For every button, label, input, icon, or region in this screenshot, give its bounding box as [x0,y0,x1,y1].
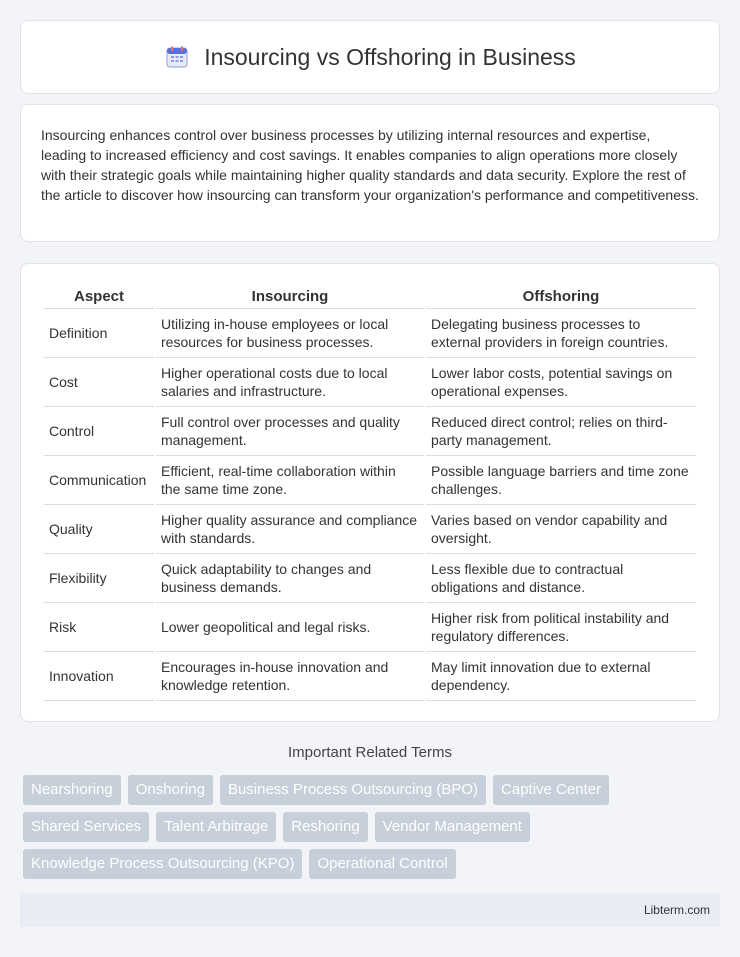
footer-site[interactable]: Libterm.com [643,903,710,917]
related-terms-row [23,775,723,805]
offshoring-cell: Less flexible due to contractual obligations and distance. [426,554,696,603]
related-terms-list [23,775,723,886]
related-term-tag[interactable]: Vendor Management [375,812,530,842]
comparison-table [42,284,698,701]
related-term-tag[interactable]: Nearshoring [23,775,121,805]
related-terms-title: Important Related Terms [288,744,452,761]
insourcing-cell: Full control over processes and quality management. [156,407,424,456]
aspect-cell: Risk [44,603,154,652]
comparison-table-card [20,263,720,722]
table-row [44,505,696,554]
aspect-cell: Quality [44,505,154,554]
intro-text: Insourcing enhances control over business processes by utilizing internal resources and expertise, leading to increased efficiency and cost savings. It enables companies to align operations more closely with their strategic goals while maintaining higher quality standards and data security. Explore the rest of the article to discover how insourcing can transform your organization's performance and competitiveness. [41,127,699,203]
offshoring-cell: Reduced direct control; relies on third-party management. [426,407,696,456]
insourcing-cell: Utilizing in-house employees or local resources for business processes. [156,309,424,358]
offshoring-cell: May limit innovation due to external dependency. [426,652,696,701]
related-terms-row [23,812,723,842]
aspect-cell: Flexibility [44,554,154,603]
insourcing-cell: Lower geopolitical and legal risks. [156,603,424,652]
related-term-tag[interactable]: Captive Center [493,775,609,805]
table-row [44,358,696,407]
aspect-cell: Cost [44,358,154,407]
insourcing-cell: Higher operational costs due to local salaries and infrastructure. [156,358,424,407]
table-row [44,309,696,358]
related-term-tag[interactable]: Reshoring [283,812,367,842]
footer [20,893,720,927]
offshoring-cell: Lower labor costs, potential savings on operational expenses. [426,358,696,407]
related-term-tag[interactable]: Talent Arbitrage [156,812,276,842]
aspect-cell: Communication [44,456,154,505]
table-row [44,456,696,505]
aspect-cell: Control [44,407,154,456]
related-term-tag[interactable]: Shared Services [23,812,149,842]
related-term-tag[interactable]: Onshoring [128,775,213,805]
offshoring-cell: Delegating business processes to external providers in foreign countries. [426,309,696,358]
offshoring-cell: Possible language barriers and time zone challenges. [426,456,696,505]
related-term-tag[interactable]: Operational Control [309,849,455,879]
page-title: Insourcing vs Offshoring in Business [204,43,576,70]
aspect-cell: Definition [44,309,154,358]
insourcing-cell: Quick adaptability to changes and business demands. [156,554,424,603]
calendar-icon [164,44,190,70]
table-header-row [44,284,696,309]
header-offshoring: Offshoring [426,284,696,309]
aspect-cell: Innovation [44,652,154,701]
offshoring-cell: Higher risk from political instability and regulatory differences. [426,603,696,652]
insourcing-cell: Encourages in-house innovation and knowledge retention. [156,652,424,701]
table-row [44,554,696,603]
table-row [44,407,696,456]
related-term-tag[interactable]: Knowledge Process Outsourcing (KPO) [23,849,302,879]
header-insourcing: Insourcing [156,284,424,309]
table-row [44,652,696,701]
insourcing-cell: Higher quality assurance and compliance with standards. [156,505,424,554]
header-aspect: Aspect [44,284,154,309]
header-card [20,20,720,94]
intro-card [20,104,720,242]
related-terms-row [23,849,723,879]
insourcing-cell: Efficient, real-time collaboration within the same time zone. [156,456,424,505]
table-row [44,603,696,652]
offshoring-cell: Varies based on vendor capability and oversight. [426,505,696,554]
related-term-tag[interactable]: Business Process Outsourcing (BPO) [220,775,486,805]
